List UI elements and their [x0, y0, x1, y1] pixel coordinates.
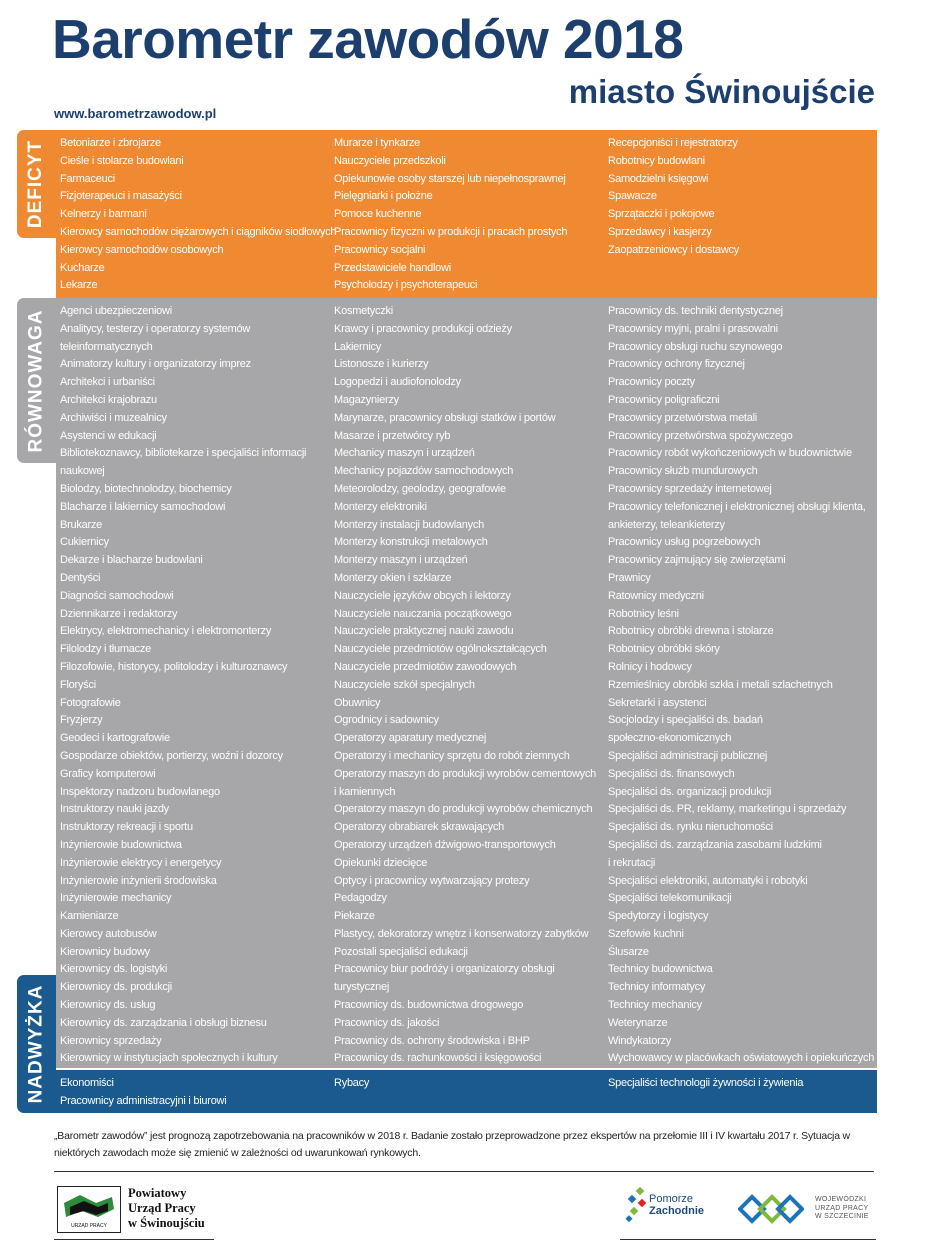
page-subtitle: miasto Świnoujście — [568, 73, 875, 110]
occupation-item: Blacharze i lakiernicy samochodowi — [60, 500, 226, 513]
occupation-item: Kierownicy w instytucjach społecznych i kultury — [60, 1052, 278, 1065]
occupation-item: Spawacze — [608, 190, 657, 203]
occupation-item: Pracownicy myjni, pralni i prasowalni — [608, 322, 778, 335]
wup-logo-icon — [738, 1189, 804, 1229]
occupation-item: Pracownicy fizyczni w produkcji i pracach prostych — [334, 225, 568, 238]
wup-text — [815, 1196, 869, 1222]
occupation-item: Specjaliści ds. finansowych — [608, 767, 735, 780]
wup-line-2: URZĄD PRACY — [815, 1204, 869, 1212]
occupation-item: Specjaliści ds. rynku nieruchomości — [608, 821, 773, 834]
occupation-item: Specjaliści ds. PR, reklamy, marketingu i sprzedaży — [608, 803, 847, 816]
occupation-item: turystycznej — [334, 981, 390, 994]
occupation-item: Kierownicy ds. usług — [60, 999, 156, 1012]
occupation-item: Filozofowie, historycy, politolodzy i kulturoznawcy — [60, 660, 288, 673]
occupation-item: Specjaliści technologii żywności i żywienia — [608, 1077, 804, 1089]
pz-line-2: Zachodnie — [649, 1205, 705, 1217]
occupation-item: Kierownicy budowy — [60, 945, 150, 958]
occupation-item: Gospodarze obiektów, portierzy, woźni i dozorcy — [60, 749, 283, 762]
occupation-item: Ratownicy medyczni — [608, 589, 704, 602]
occupation-item: Magazynierzy — [334, 393, 399, 406]
occupation-item: Technicy budownictwa — [608, 963, 713, 976]
occupation-item: Specjaliści ds. zarządzania zasobami ludzkimi — [608, 838, 822, 851]
occupation-item: Plastycy, dekoratorzy wnętrz i konserwatorzy zabytków — [334, 927, 589, 940]
occupation-item: Kierownicy ds. logistyki — [60, 963, 168, 976]
occupation-item: Specjaliści ds. organizacji produkcji — [608, 785, 772, 798]
occupation-item: społeczno-ekonomicznych — [608, 732, 732, 745]
occupation-item: Dentyści — [60, 571, 101, 584]
occupation-item: Recepcjoniści i rejestratorzy — [608, 137, 738, 149]
occupation-item: Pracownicy ds. ochrony środowiska i BHP — [334, 1034, 530, 1047]
occupation-item: Analitycy, testerzy i operatorzy systemów — [60, 322, 251, 335]
occupation-item: Dziennikarze i redaktorzy — [60, 607, 178, 620]
occupation-item: Kierownicy ds. produkcji — [60, 981, 172, 994]
occupation-item: Pracownicy przetwórstwa metali — [608, 411, 757, 424]
occupation-item: Kierowcy autobusów — [60, 927, 157, 940]
occupation-item: Bibliotekoznawcy, bibliotekarze i specjaliści informacji — [60, 447, 307, 460]
occupation-item: Farmaceuci — [60, 172, 115, 185]
occupation-item: Weterynarze — [608, 1016, 668, 1029]
occupation-item: Architekci i urbaniści — [60, 376, 155, 389]
occupation-item: Betoniarze i zbrojarze — [60, 137, 161, 149]
occupation-item: Instruktorzy nauki jazdy — [60, 803, 169, 816]
occupation-item: Floryści — [60, 678, 96, 691]
occupation-item: Kamieniarze — [60, 910, 119, 923]
occupation-item: Technicy mechanicy — [608, 999, 702, 1012]
occupation-item: Kierownicy sprzedaży — [60, 1034, 162, 1047]
occupation-item: Pracownicy ds. jakości — [334, 1016, 440, 1029]
occupation-item: Specjaliści administracji publicznej — [608, 749, 768, 762]
surplus-tab — [17, 975, 56, 1113]
occupation-item: Monterzy konstrukcji metalowych — [334, 536, 488, 549]
occupation-item: Robotnicy obróbki skóry — [608, 643, 720, 656]
occupation-item: Cukiernicy — [60, 536, 109, 549]
occupation-item: Pedagodzy — [334, 892, 387, 905]
occupation-item: Architekci krajobrazu — [60, 393, 157, 406]
occupation-item: teleinformatycznych — [60, 340, 153, 353]
occupation-item: Monterzy okien i szklarze — [334, 571, 452, 584]
occupation-item: Pracownicy poczty — [608, 376, 695, 389]
occupation-item: Pracownicy sprzedaży internetowej — [608, 482, 772, 495]
balance-section — [56, 298, 877, 1068]
occupation-item: Zaopatrzeniowcy i dostawcy — [608, 243, 740, 256]
occupation-item: Pracownicy ochrony fizycznej — [608, 358, 745, 371]
occupation-item: Samodzielni księgowi — [608, 172, 709, 185]
occupation-item: Rzemieślnicy obróbki szkła i metali szlachetnych — [608, 678, 833, 691]
page-title: Barometr zawodów 2018 — [52, 8, 684, 70]
occupation-item: Listonosze i kurierzy — [334, 358, 429, 371]
occupation-item: Fizjoterapeuci i masażyści — [60, 190, 182, 203]
occupation-item: Pracownicy socjalni — [334, 243, 426, 256]
occupation-item: Ślusarze — [608, 945, 649, 958]
balance-column-2 — [330, 303, 604, 1068]
pup-name-line-1: Powiatowy — [128, 1186, 187, 1200]
occupation-item: Nauczyciele przedmiotów zawodowych — [334, 660, 517, 673]
footer-line-left — [54, 1239, 214, 1240]
occupation-item: Pracownicy obsługi ruchu szynowego — [608, 340, 783, 353]
occupation-item: Pomoce kuchenne — [334, 208, 422, 221]
occupation-item: Inżynierowie elektrycy i energetycy — [60, 856, 222, 869]
pup-name — [128, 1186, 205, 1231]
occupation-item: Inżynierowie inżynierii środowiska — [60, 874, 217, 887]
occupation-item: Fryzjerzy — [60, 714, 103, 727]
footer-divider — [54, 1171, 874, 1172]
balance-column-1 — [56, 303, 330, 1068]
occupation-item: Kucharze — [60, 261, 105, 274]
occupation-item: Psycholodzy i psychoterapeuci — [334, 279, 478, 292]
deficit-column-2 — [330, 135, 604, 295]
occupation-item: Inżynierowie mechanicy — [60, 892, 172, 905]
occupation-item: Pracownicy ds. techniki dentystycznej — [608, 305, 783, 317]
occupation-item: Pracownicy administracyjni i biurowi — [60, 1094, 227, 1107]
pz-line-1: Pomorze — [649, 1193, 694, 1205]
occupation-item: Kosmetyczki — [334, 305, 393, 317]
occupation-item: Nauczyciele szkół specjalnych — [334, 678, 475, 691]
occupation-item: Spedytorzy i logistycy — [608, 910, 709, 923]
balance-column-3 — [604, 303, 877, 1068]
footer-note: „Barometr zawodów” jest prognozą zapotrzebowania na pracowników w 2018 r. Badanie zostało przeprowadzone przez ekspertów na przełomie III i IV kwartału 2017 r. Sytuacja w niektórych zawodach może się zmienić w zależności od uwarunkowań rynkowych. — [54, 1130, 850, 1159]
surplus-column-1 — [56, 1075, 330, 1111]
footer-line-right — [620, 1239, 876, 1240]
deficit-column-3 — [604, 135, 877, 295]
occupation-item: Filolodzy i tłumacze — [60, 643, 151, 656]
wup-line-1: WOJEWÓDZKI — [815, 1196, 867, 1203]
occupation-item: Instruktorzy rekreacji i sportu — [60, 821, 193, 834]
occupation-item: Mechanicy pojazdów samochodowych — [334, 465, 514, 478]
occupation-item: Operatorzy i mechanicy sprzętu do robót ziemnych — [334, 749, 570, 762]
occupation-item: Operatorzy maszyn do produkcji wyrobów chemicznych — [334, 803, 593, 816]
occupation-item: Nauczyciele praktycznej nauki zawodu — [334, 625, 514, 638]
occupation-item: Pracownicy ds. rachunkowości i księgowości — [334, 1052, 542, 1065]
occupation-item: Meteorolodzy, geolodzy, geografowie — [334, 482, 506, 495]
occupation-item: Agenci ubezpieczeniowi — [60, 305, 172, 317]
occupation-item: Monterzy instalacji budowlanych — [334, 518, 484, 531]
occupation-item: Kierownicy ds. zarządzania i obsługi biznesu — [60, 1016, 267, 1029]
occupation-item: Optycy i pracownicy wytwarzający protezy — [334, 874, 530, 887]
occupation-item: Opiekunowie osoby starszej lub niepełnosprawnej — [334, 172, 566, 185]
occupation-item: Opiekunki dziecięce — [334, 856, 428, 869]
occupation-item: Robotnicy budowlani — [608, 154, 705, 167]
occupation-item: Ogrodnicy i sadownicy — [334, 714, 439, 727]
occupation-item: Szefowie kuchni — [608, 927, 684, 940]
occupation-item: Nauczyciele przedmiotów ogólnokształcących — [334, 643, 547, 656]
occupation-item: Przedstawiciele handlowi — [334, 261, 451, 274]
occupation-item: Pozostali specjaliści edukacji — [334, 945, 468, 958]
occupation-item: Specjaliści elektroniki, automatyki i robotyki — [608, 874, 808, 887]
occupation-item: Socjolodzy i specjaliści ds. badań — [608, 714, 763, 727]
occupation-item: Kierowcy samochodów ciężarowych i ciągników siodłowych — [60, 225, 337, 238]
deficit-tab — [17, 130, 56, 238]
wup-line-3: W SZCZECINIE — [815, 1213, 869, 1220]
occupation-item: Pracownicy telefonicznej i elektronicznej obsługi klienta, — [608, 500, 866, 513]
occupation-item: Fotografowie — [60, 696, 121, 709]
occupation-item: Elektrycy, elektromechanicy i elektromonterzy — [60, 625, 272, 638]
occupation-item: Pracownicy biur podróży i organizatorzy obsługi — [334, 963, 555, 976]
occupation-item: Rybacy — [334, 1077, 370, 1089]
occupation-item: Kierowcy samochodów osobowych — [60, 243, 224, 256]
occupation-item: Pracownicy zajmujący się zwierzętami — [608, 554, 786, 567]
occupation-item: Lekarze — [60, 279, 98, 292]
occupation-item: Operatorzy aparatury medycznej — [334, 732, 487, 745]
occupation-item: Graficy komputerowi — [60, 767, 156, 780]
occupation-item: Pracownicy usług pogrzebowych — [608, 536, 761, 549]
occupation-item: Pracownicy przetwórstwa spożywczego — [608, 429, 793, 442]
occupation-item: Sprzedawcy i kasjerzy — [608, 225, 712, 238]
occupation-item: Operatorzy obrabiarek skrawających — [334, 821, 505, 834]
occupation-item: Pracownicy robót wykończeniowych w budownictwie — [608, 447, 852, 460]
occupation-item: Operatorzy maszyn do produkcji wyrobów cementowych — [334, 767, 597, 780]
occupation-item: Robotnicy obróbki drewna i stolarze — [608, 625, 774, 638]
occupation-item: Archiwiści i muzealnicy — [60, 411, 167, 424]
occupation-item: Masarze i przetwórcy ryb — [334, 429, 451, 442]
svg-text:URZĄD PRACY: URZĄD PRACY — [71, 1223, 107, 1229]
occupation-item: Prawnicy — [608, 571, 651, 584]
surplus-label: NADWYŻKA — [25, 984, 47, 1104]
occupation-item: Biolodzy, biotechnolodzy, biochemicy — [60, 482, 232, 495]
occupation-item: Murarze i tynkarze — [334, 137, 420, 149]
occupation-item: Diagności samochodowi — [60, 589, 174, 602]
occupation-item: Nauczyciele języków obcych i lektorzy — [334, 589, 511, 602]
website-link[interactable]: www.barometrzawodow.pl — [54, 106, 217, 121]
occupation-item: Mechanicy maszyn i urządzeń — [334, 447, 475, 460]
balance-tab — [17, 298, 56, 463]
occupation-item: Inspektorzy nadzoru budowlanego — [60, 785, 220, 798]
occupation-item: Specjaliści telekomunikacji — [608, 892, 732, 905]
occupation-item: Nauczyciele nauczania początkowego — [334, 607, 512, 620]
balance-label: RÓWNOWAGA — [25, 308, 47, 453]
occupation-item: Robotnicy leśni — [608, 607, 679, 620]
occupation-item: naukowej — [60, 465, 105, 478]
occupation-item: i rekrutacji — [608, 856, 656, 869]
occupation-item: Windykatorzy — [608, 1034, 672, 1047]
occupation-item: ankieterzy, teleankieterzy — [608, 518, 725, 531]
occupation-item: Brukarze — [60, 518, 103, 531]
occupation-item: Monterzy elektroniki — [334, 500, 427, 513]
occupation-item: Pracownicy służb mundurowych — [608, 465, 758, 478]
occupation-item: Animatorzy kultury i organizatorzy imprez — [60, 358, 251, 371]
deficit-column-1 — [56, 135, 337, 295]
occupation-item: i kamiennych — [334, 785, 396, 798]
occupation-item: Marynarze, pracownicy obsługi statków i portów — [334, 411, 556, 424]
occupation-item: Cieśle i stolarze budowlani — [60, 154, 184, 167]
occupation-item: Pracownicy ds. budownictwa drogowego — [334, 999, 524, 1012]
occupation-item: Krawcy i pracownicy produkcji odzieży — [334, 322, 512, 335]
occupation-item: Nauczyciele przedszkoli — [334, 154, 446, 167]
occupation-item: Inżynierowie budownictwa — [60, 838, 182, 851]
occupation-item: Logopedzi i audiofonolodzy — [334, 376, 461, 389]
occupation-item: Monterzy maszyn i urządzeń — [334, 554, 468, 567]
occupation-item: Piekarze — [334, 910, 375, 923]
surplus-column-3 — [604, 1075, 877, 1111]
occupation-item: Ekonomiści — [60, 1077, 114, 1089]
occupation-item: Technicy informatycy — [608, 981, 706, 994]
occupation-item: Asystenci w edukacji — [60, 429, 157, 442]
occupation-item: Dekarze i blacharze budowlani — [60, 554, 203, 567]
surplus-section — [56, 1070, 877, 1113]
occupation-item: Wychowawcy w placówkach oświatowych i opiekuńczych — [608, 1052, 875, 1065]
deficit-label: DEFICYT — [25, 139, 47, 229]
pup-logo-icon — [57, 1186, 121, 1233]
occupation-item: Geodeci i kartografowie — [60, 732, 170, 745]
pup-name-line-3: w Świnoujściu — [128, 1216, 205, 1230]
occupation-item: Pielęgniarki i położne — [334, 190, 433, 203]
occupation-item: Obuwnicy — [334, 696, 381, 709]
occupation-item: Pracownicy poligraficzni — [608, 393, 720, 406]
occupation-item: Sekretarki i asystenci — [608, 696, 707, 709]
pomorze-zachodnie-text — [649, 1193, 704, 1217]
pup-name-line-2: Urząd Pracy — [128, 1201, 196, 1215]
occupation-item: Kelnerzy i barmani — [60, 208, 147, 221]
occupation-item: Lakiernicy — [334, 340, 382, 353]
surplus-column-2 — [330, 1075, 604, 1111]
occupation-item: Operatorzy urządzeń dźwigowo-transportowych — [334, 838, 556, 851]
deficit-section — [56, 130, 877, 298]
occupation-item: Sprzątaczki i pokojowe — [608, 208, 715, 221]
occupation-item: Rolnicy i hodowcy — [608, 660, 692, 673]
